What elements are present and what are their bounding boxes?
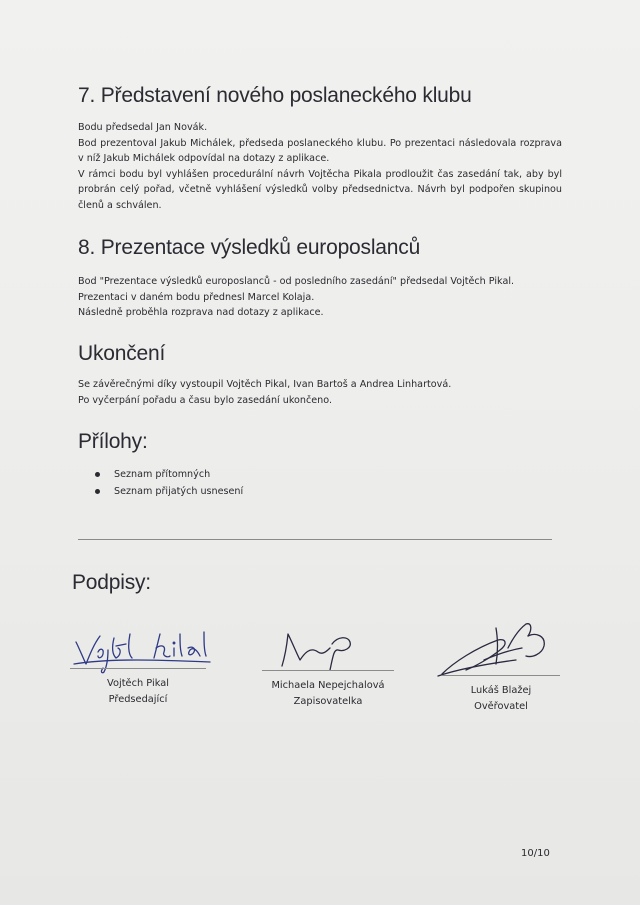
section-7-line-1: Bodu předsedal Jan Novák. (78, 122, 208, 133)
signatory-role: Předsedající (108, 694, 168, 705)
signatory-name: Vojtěch Pikal (107, 678, 169, 689)
attachments-heading: Přílohy: (78, 430, 148, 453)
signatory-role: Zapisovatelka (293, 696, 363, 707)
section-7-heading: 7. Představení nového poslaneckého klubu (78, 84, 472, 107)
section-8-line-2: Prezentaci v daném bodu přednesl Marcel Kolaja. (78, 291, 315, 303)
section-8-body (78, 274, 562, 321)
signature-block-verifier (442, 675, 560, 715)
attachment-item: Seznam přítomných (78, 466, 243, 483)
section-7-line-3: V rámci bodu byl vyhlášen procedurální návrh Vojtěcha Pikala prodloužit čas zasedání tak, aby byl probrán celý pořad, včetně vyhlášení výsledků volby předsednictva. Návrh byl podpořen skupinou členů a schválen. (78, 168, 562, 211)
signature-block-recorder (262, 670, 394, 710)
signatory-name: Michaela Nepejchalová (271, 680, 385, 691)
closing-heading: Ukončení (78, 342, 166, 365)
section-7-line-2: Bod prezentoval Jakub Michálek, předseda poslaneckého klubu. Po prezentaci následovala rozprava v níž Jakub Michálek odpovídal na dotazy z aplikace. (78, 137, 562, 164)
signatures-heading: Podpisy: (72, 571, 151, 594)
section-8-line-3: Následně proběhla rozprava nad dotazy z aplikace. (78, 307, 324, 318)
signature-block-chair (70, 668, 206, 708)
page-number: 10/10 (521, 848, 550, 859)
section-8-heading: 8. Prezentace výsledků europoslanců (78, 236, 421, 259)
section-7-body (78, 120, 562, 213)
closing-body (78, 377, 562, 408)
signature-line (70, 668, 206, 669)
signatory-name: Lukáš Blažej (470, 685, 532, 696)
closing-line-1: Se závěrečnými díky vystoupil Vojtěch Pikal, Ivan Bartoš a Andrea Linhartová. (78, 379, 452, 390)
signatory-role: Ověřovatel (474, 701, 528, 712)
attachments-list (78, 466, 243, 500)
attachment-item: Seznam přijatých usnesení (78, 483, 243, 500)
signature-line (262, 670, 394, 671)
divider (78, 539, 552, 540)
section-8-line-1: Bod "Prezentace výsledků europoslanců - od posledního zasedání" předsedal Vojtěch Pikal. (78, 276, 515, 287)
signature-blazej (436, 618, 562, 680)
closing-line-2: Po vyčerpání pořadu a času bylo zasedání ukončeno. (78, 394, 332, 406)
signature-line (442, 675, 560, 676)
signature-nepejchalova (276, 630, 366, 672)
